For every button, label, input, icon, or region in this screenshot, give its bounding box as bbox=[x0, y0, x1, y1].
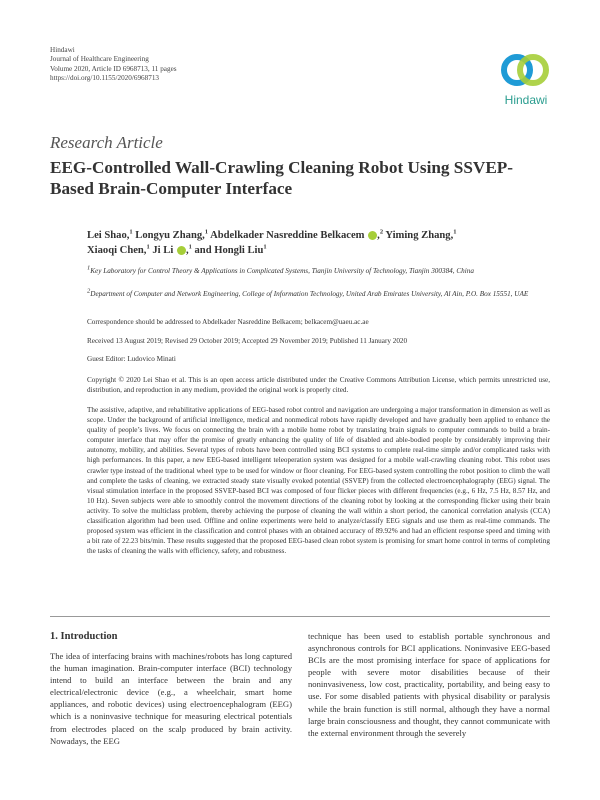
author-line-1: Lei Shao,$^1$ Longyu Zhang,$^1$ Abdelkader Nasreddine Belkacem ,$^2$ Yiming Zhang,$^1$ bbox=[87, 228, 457, 241]
author-name: and Hongli Liu bbox=[194, 244, 264, 256]
affiliation-marker: 1 bbox=[87, 264, 91, 272]
affiliation-marker: 1 bbox=[204, 228, 209, 236]
section-divider bbox=[50, 616, 550, 617]
affiliation-text: Key Laboratory for Control Theory & Applications in Complicated Systems, Tianjin University of Technology, Tianjin 300384, China bbox=[90, 267, 474, 275]
history-dates: Received 13 August 2019; Revised 29 October 2019; Accepted 29 November 2019; Published 11 January 2020 bbox=[87, 337, 408, 345]
orcid-icon[interactable] bbox=[177, 246, 186, 255]
author-line-2: Xiaoqi Chen,$^1$ Ji Li ,$^1$ and Hongli Liu$^1$ bbox=[87, 242, 267, 256]
article-title: EEG-Controlled Wall-Crawling Cleaning Robot Using SSVEP-Based Brain-Computer Interface bbox=[50, 158, 514, 198]
article-type: Research Article bbox=[50, 133, 163, 152]
correspondence: Correspondence should be addressed to Abdelkader Nasreddine Belkacem; belkacem@uaeu.ac.ae bbox=[87, 318, 369, 326]
hindawi-logo-text: Hindawi bbox=[504, 93, 548, 107]
author-name: Lei Shao, bbox=[87, 230, 130, 241]
author-name: Yiming Zhang, bbox=[385, 230, 454, 241]
author-name: Longyu Zhang, bbox=[135, 230, 205, 241]
doi-link[interactable]: https://doi.org/10.1155/2020/6968713 bbox=[50, 73, 160, 82]
orcid-icon[interactable] bbox=[368, 231, 377, 240]
copyright-notice: Copyright © 2020 Lei Shao et al. This is an open access article distributed under the Creative Commons Attribution License, which permits unrestricted use, distribution, and reproduction in any medium, provided the original work is properly cited. bbox=[87, 376, 550, 394]
abstract: The assistive, adaptive, and rehabilitative applications of EEG-based robot control and navigation are undergoing a major transformation in dimension as well as scope. Under the background of artificial intelligence, medical and nonmedical robots have rapidly developed and have gradually been applied to enhance the quality of people’s lives. We focus on connecting the brain with a mobile home robot by translating brain signals to computer commands to build a brain-computer interface that may offer the promise of greatly enhancing the quality of life of disabled and able-bodied people by considerably improving their autonomy, mobility, and abilities. Several types of robots have been controlled using BCI systems to complete real-time simple and/or complicated tasks with high performances. In this paper, a new EEG-based intelligent teleoperation system was designed for a mobile wall-crawling cleaning robot. This robot uses crawler type instead of the traditional wheel type to be used for window or floor cleaning. For EEG-based system controlling the robot position to climb the wall and complete the tasks of cleaning, we extracted steady state visually evoked potential (SSVEP) from the collected electroencephalography (EEG) signal. The visual stimulation interface in the proposed SSVEP-based BCI was composed of four flicker pieces with different frequencies (e.g., 6 Hz, 7.5 Hz, 8.57 Hz, and 10 Hz). Seven subjects were able to smoothly control the movement directions of the cleaning robot by looking at the corresponding flicker using their brain activity. To solve the multiclass problem, thereby achieving the purpose of cleaning the wall within a short period, the canonical correlation analysis (CCA) classification algorithm had been used. Offline and online experiments were held to analyze/classify EEG signals and use them as real-time commands. The proposed system was efficient in the classification and control phases with an obtained accuracy of 89.92% and had an efficient response speed and timing with a bit rate of 22.23 bits/min. These results suggested that the proposed EEG-based clean robot system is promising for smart home control in terms of completing the tasks of cleaning the walls with efficiency, safety, and robustness. bbox=[87, 406, 550, 556]
author-name: Xiaoqi Chen, bbox=[87, 244, 147, 256]
publisher-name: Hindawi bbox=[50, 46, 75, 54]
affiliation-marker: 1 bbox=[188, 242, 192, 250]
volume-info: Volume 2020, Article ID 6968713, 11 pages bbox=[50, 64, 177, 73]
affiliation-marker: 1 bbox=[146, 242, 150, 250]
affiliation-marker: 2 bbox=[87, 287, 91, 295]
affiliation-marker: 1 bbox=[453, 228, 457, 236]
author-list bbox=[87, 229, 557, 258]
section-heading: 1. Introduction bbox=[50, 631, 118, 642]
affiliation-marker: 2 bbox=[379, 228, 384, 236]
body-column-left: The idea of interfacing brains with machines/robots has long captured the human imagination. Brain-computer interface (BCI) technology intend to build an interface between the brain and any electrical/electronic device (e.g., a wheelchair, smart home appliances, and robotic devices) using electroencephalogram (EEG) which is a noninvasive technique for measuring electrical potentials from electrodes placed on the scalp produced by brain activity. Nowadays, the EEG bbox=[50, 651, 292, 746]
affiliation-marker: 1 bbox=[263, 242, 267, 250]
guest-editor: Guest Editor: Ludovico Minati bbox=[87, 355, 176, 363]
body-column-right: technique has been used to establish portable synchronous and asynchronous controls for BCI applications. Noninvasive EEG-based BCIs are the most promising interface for space of applications for people with severe motor disabilities because of their noninvasiveness, low cost, practicality, portability, and being easy to use. For some disabled patients with physical disability or paralysis while the brain function is still normal, although they have a normal large brain consciousness and thought, they cannot communicate with the external environment through the severely bbox=[308, 631, 550, 738]
author-name: Abdelkader Nasreddine Belkacem bbox=[210, 230, 365, 241]
author-name: Ji Li bbox=[152, 244, 174, 256]
affiliation-text: Department of Computer and Network Engineering, College of Information Technology, United Arab Emirates University, Al Ain, P.O. Box 15551, UAE bbox=[90, 290, 529, 298]
journal-name: Journal of Healthcare Engineering bbox=[50, 55, 149, 64]
journal-metadata bbox=[50, 46, 177, 83]
affiliation-1 bbox=[87, 264, 547, 277]
affiliation-2 bbox=[87, 287, 547, 300]
affiliation-marker: 1 bbox=[129, 228, 133, 236]
